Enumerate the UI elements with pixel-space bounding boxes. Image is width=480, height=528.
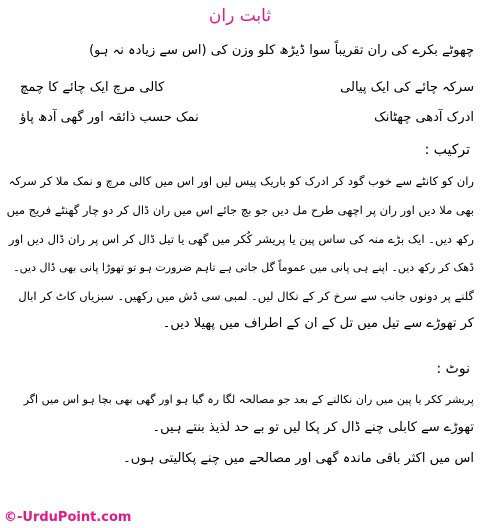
ingredient-black-pepper: کالی مرچ ایک چائے کا چمچ [20,80,165,95]
method-line: رکھ دیں۔ ایک بڑے منہ کی ساس پین یا پریشر کُکر میں گھی یا تیل ڈال کر اس پر ران ڈال دیں اور [8,232,474,246]
intro-line: چھوٹے بکرے کی ران تقریباً سوا ڈیڑھ کلو وزن کی (اس سے زیادہ نہ ہو) [89,43,474,58]
recipe-title: ثابت ران [208,6,272,26]
method-heading: ترکیب : [424,142,470,158]
ingredient-ginger: ادرک آدھی چھٹانک [374,110,474,125]
method-line: بھی ملا دیں اور ران پر اچھی طرح مل دیں جو بچ جائے اس میں ران ڈال کر دو چار گھنٹے فریج میں [6,203,474,217]
site-watermark: ©-UrduPoint.com [4,510,132,525]
note-heading: نوٹ : [436,361,470,377]
method-line: گلنے پر دونوں جانب سے سرخ کر کے نکال لیں۔ لمبی سی ڈش میں رکھیں۔ سبزیاں کاٹ کر ابال [18,289,474,303]
note-line: پریشر ککر یا پین میں ران نکالنے کے بعد جو مصالحہ لگا رہ گیا ہو اور گھی بھی بچا ہو اس میں اگر [23,393,474,406]
method-line: کر تھوڑے سے تیل میں تل کے ان کے اطراف میں پھیلا دیں۔ [162,316,474,331]
method-line: ران کو کانٹے سے خوب گود کر ادرک کو باریک پیس لیں اور اس میں کالی مرچ و نمک ملا کر سرکہ [8,174,474,188]
ingredient-vinegar: سرکہ چائے کی ایک پیالی [340,80,474,95]
ingredient-salt-ghee: نمک حسب ذائقہ اور گھی آدھ پاؤ [20,110,199,125]
note-line: اس میں اکثر باقی ماندہ گھی اور مصالحے میں چنے پکالیتی ہوں۔ [123,451,474,466]
method-line: ڈھک کر رکھ دیں۔ اپنے ہی پانی میں عموماً گل جاتی ہے تاہم ضرورت ہو تو تھوڑا پانی بھی ڈال دیں۔ [13,261,474,274]
note-line: تھوڑے سے کابلی چنے ڈال کر پکا لیں تو بے حد لذیذ بنتے ہیں۔ [152,420,474,435]
